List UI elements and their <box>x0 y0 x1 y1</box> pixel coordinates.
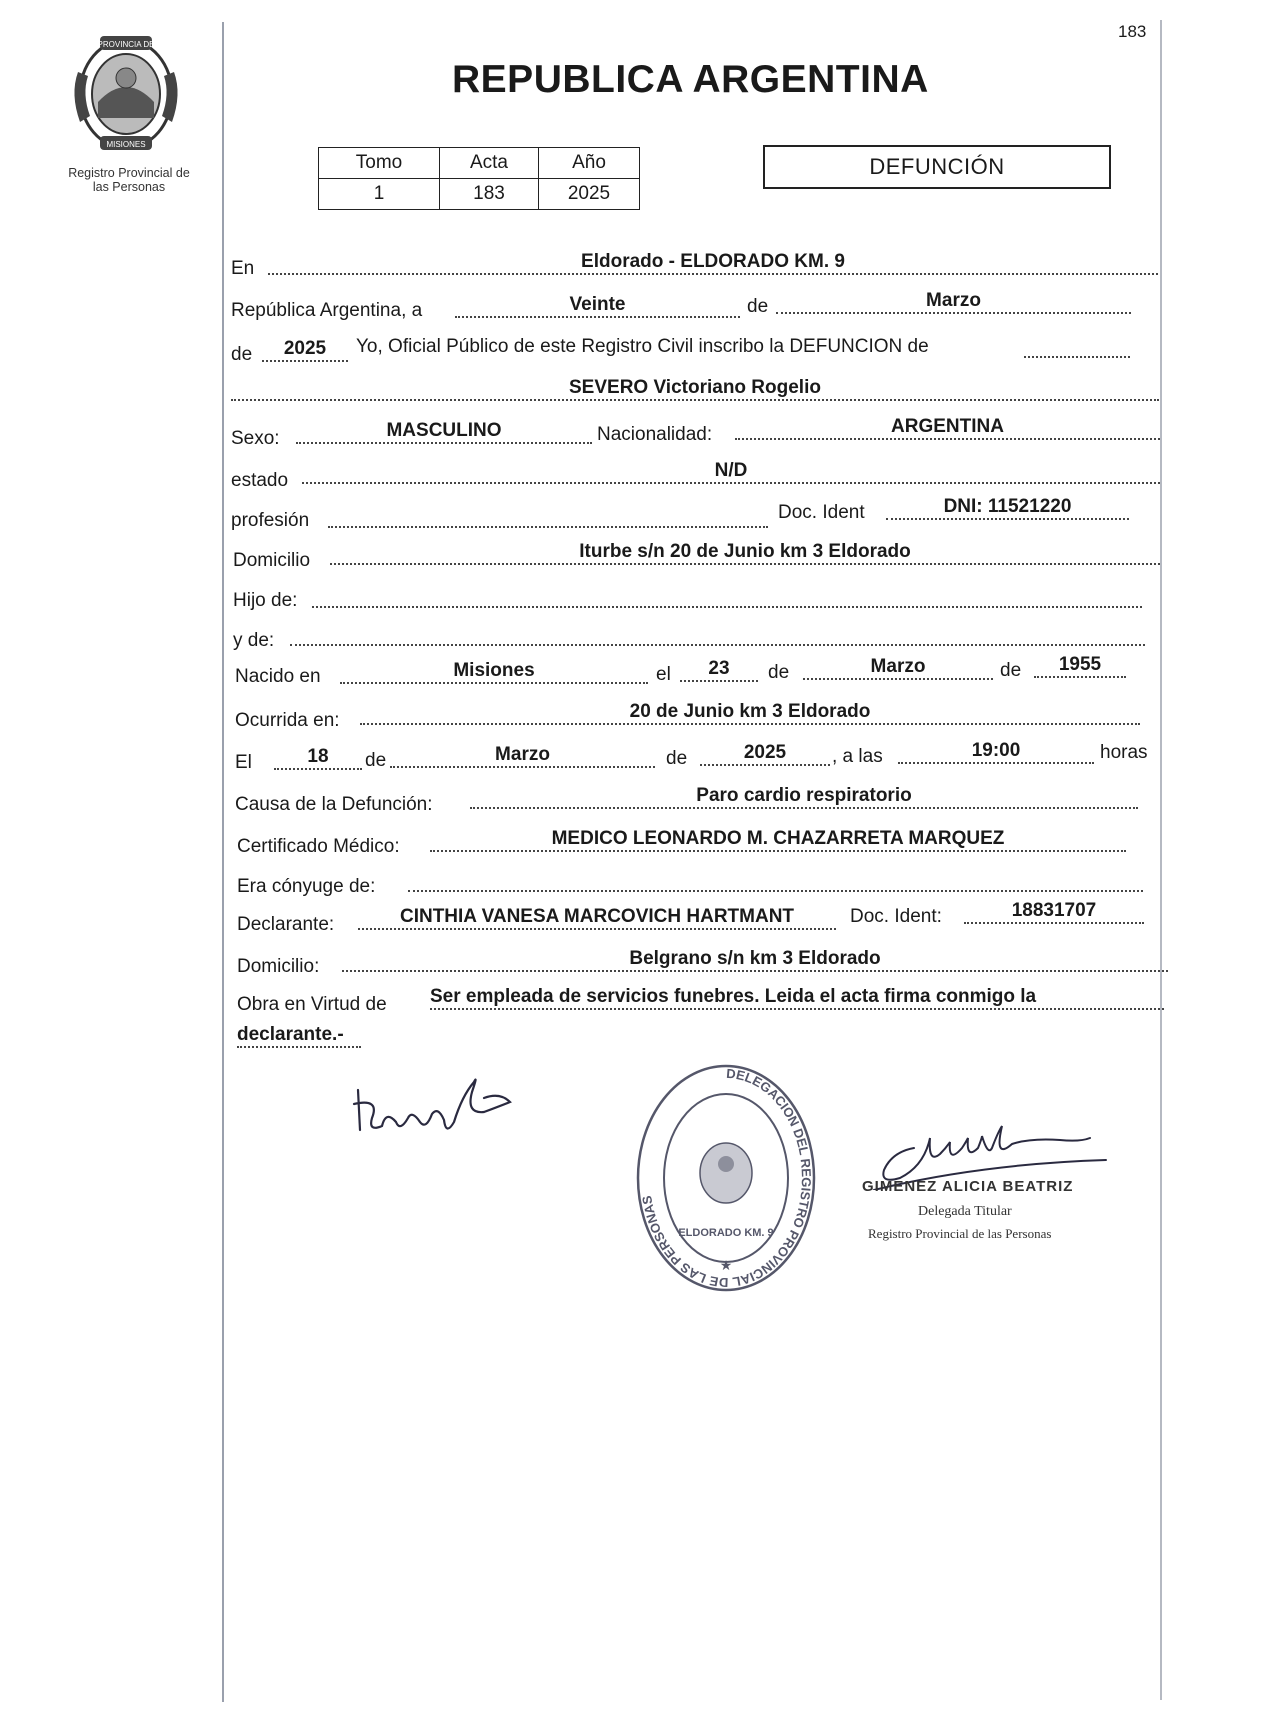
registro-caption: Registro Provincial de las Personas <box>68 166 190 194</box>
field-doc-ident: DNI: 11521220 <box>886 496 1129 520</box>
label-El: El <box>235 752 252 773</box>
tomo-value: 1 <box>319 179 440 210</box>
label-causa: Causa de la Defunción: <box>235 794 433 815</box>
label-domicilio-2: Domicilio: <box>237 956 320 977</box>
field-obra-line1: Ser empleada de servicios funebres. Leida el acta firma conmigo la <box>430 986 1164 1010</box>
acta-value: 183 <box>440 179 539 210</box>
field-profesion <box>328 504 768 528</box>
label-republica: República Argentina, a <box>231 300 423 321</box>
field-dia-inscripcion: Veinte <box>455 294 740 318</box>
right-margin-line <box>1160 20 1162 1700</box>
field-def-mes: Marzo <box>390 744 655 768</box>
field-anio-inscripcion: 2025 <box>262 338 348 362</box>
label-declarante: Declarante: <box>237 914 335 935</box>
act-type-box: DEFUNCIÓN <box>763 145 1111 189</box>
field-declarante: CINTHIA VANESA MARCOVICH HARTMANT <box>358 906 836 930</box>
stamp-star-icon: ★ <box>719 1257 733 1273</box>
field-certificado: MEDICO LEONARDO M. CHAZARRETA MARQUEZ <box>430 828 1126 852</box>
field-nacionalidad: ARGENTINA <box>735 416 1160 440</box>
field-declarante-doc: 18831707 <box>964 900 1144 924</box>
field-obra-line2: declarante.- <box>237 1024 361 1048</box>
field-conyuge <box>408 868 1143 892</box>
field-mes-inscripcion: Marzo <box>776 290 1131 314</box>
field-hijo-de <box>312 584 1142 608</box>
anio-label: Año <box>539 148 640 179</box>
label-estado: estado <box>231 470 289 491</box>
field-nac-dia: 23 <box>680 658 758 682</box>
declarante-signature <box>350 1062 520 1140</box>
page-title: REPUBLICA ARGENTINA <box>452 58 929 101</box>
field-nacido-en: Misiones <box>340 660 648 684</box>
field-declarante-domicilio: Belgrano s/n km 3 Eldorado <box>342 948 1168 972</box>
field-def-anio: 2025 <box>700 742 830 766</box>
label-el: el <box>656 664 671 685</box>
label-hijo-de: Hijo de: <box>233 590 298 611</box>
record-table <box>318 147 640 210</box>
label-de-1: de <box>747 296 769 317</box>
label-obra: Obra en Virtud de <box>237 994 387 1015</box>
stamp-ring-text: DELEGACION DEL REGISTRO PROVINCIAL DE LAS PERSONAS <box>639 1065 815 1291</box>
field-def-hora: 19:00 <box>898 740 1094 764</box>
official-stamp <box>632 1058 820 1296</box>
label-nacionalidad: Nacionalidad: <box>597 424 713 445</box>
field-def-dia: 18 <box>274 746 362 770</box>
province-emblem-icon <box>70 32 182 156</box>
label-en: En <box>231 258 255 279</box>
label-de-2: de <box>231 344 253 365</box>
field-ocurrida-en: 20 de Junio km 3 Eldorado <box>360 701 1140 725</box>
label-ocurrida-en: Ocurrida en: <box>235 710 340 731</box>
stamp-inner-text: ELDORADO KM. 9 <box>678 1227 774 1239</box>
label-certificado: Certificado Médico: <box>237 836 400 857</box>
label-profesion: profesión <box>231 510 310 531</box>
tomo-label: Tomo <box>319 148 440 179</box>
label-sexo: Sexo: <box>231 428 280 449</box>
left-margin-line <box>222 22 224 1702</box>
label-a-las: , a las <box>832 746 883 767</box>
emblem-top-text: PROVINCIA DE <box>97 40 155 49</box>
anio-value: 2025 <box>539 179 640 210</box>
field-sexo: MASCULINO <box>296 420 592 444</box>
label-doc-ident: Doc. Ident <box>778 502 865 523</box>
label-doc-ident-2: Doc. Ident: <box>850 906 942 927</box>
label-y-de: y de: <box>233 630 275 651</box>
label-de-4: de <box>1000 660 1022 681</box>
field-lugar: Eldorado - ELDORADO KM. 9 <box>268 251 1158 275</box>
field-estado: N/D <box>302 460 1160 484</box>
signer-name: GIMENEZ ALICIA BEATRIZ <box>862 1178 1074 1195</box>
field-nac-mes: Marzo <box>803 656 993 680</box>
field-causa: Paro cardio respiratorio <box>470 785 1138 809</box>
acta-label: Acta <box>440 148 539 179</box>
label-de-3: de <box>768 662 790 683</box>
label-conyuge: Era cónyuge de: <box>237 876 376 897</box>
page-number: 183 <box>1118 22 1147 41</box>
label-de-6: de <box>666 748 688 769</box>
signer-role: Delegada Titular <box>918 1204 1012 1219</box>
label-horas: horas <box>1100 742 1148 763</box>
label-de-5: de <box>365 750 387 771</box>
signer-org: Registro Provincial de las Personas <box>868 1226 1052 1241</box>
label-nacido-en: Nacido en <box>235 666 321 687</box>
label-yo-oficial: Yo, Oficial Público de este Registro Civil inscribo la DEFUNCION de <box>356 336 929 357</box>
field-y-de <box>290 622 1145 646</box>
label-domicilio: Domicilio <box>233 550 311 571</box>
field-nac-anio: 1955 <box>1034 654 1126 678</box>
field-domicilio: Iturbe s/n 20 de Junio km 3 Eldorado <box>330 541 1160 565</box>
emblem-bottom-text: MISIONES <box>106 140 146 149</box>
field-fallecido: SEVERO Victoriano Rogelio <box>231 377 1159 401</box>
field-yo-blank <box>1024 334 1130 358</box>
